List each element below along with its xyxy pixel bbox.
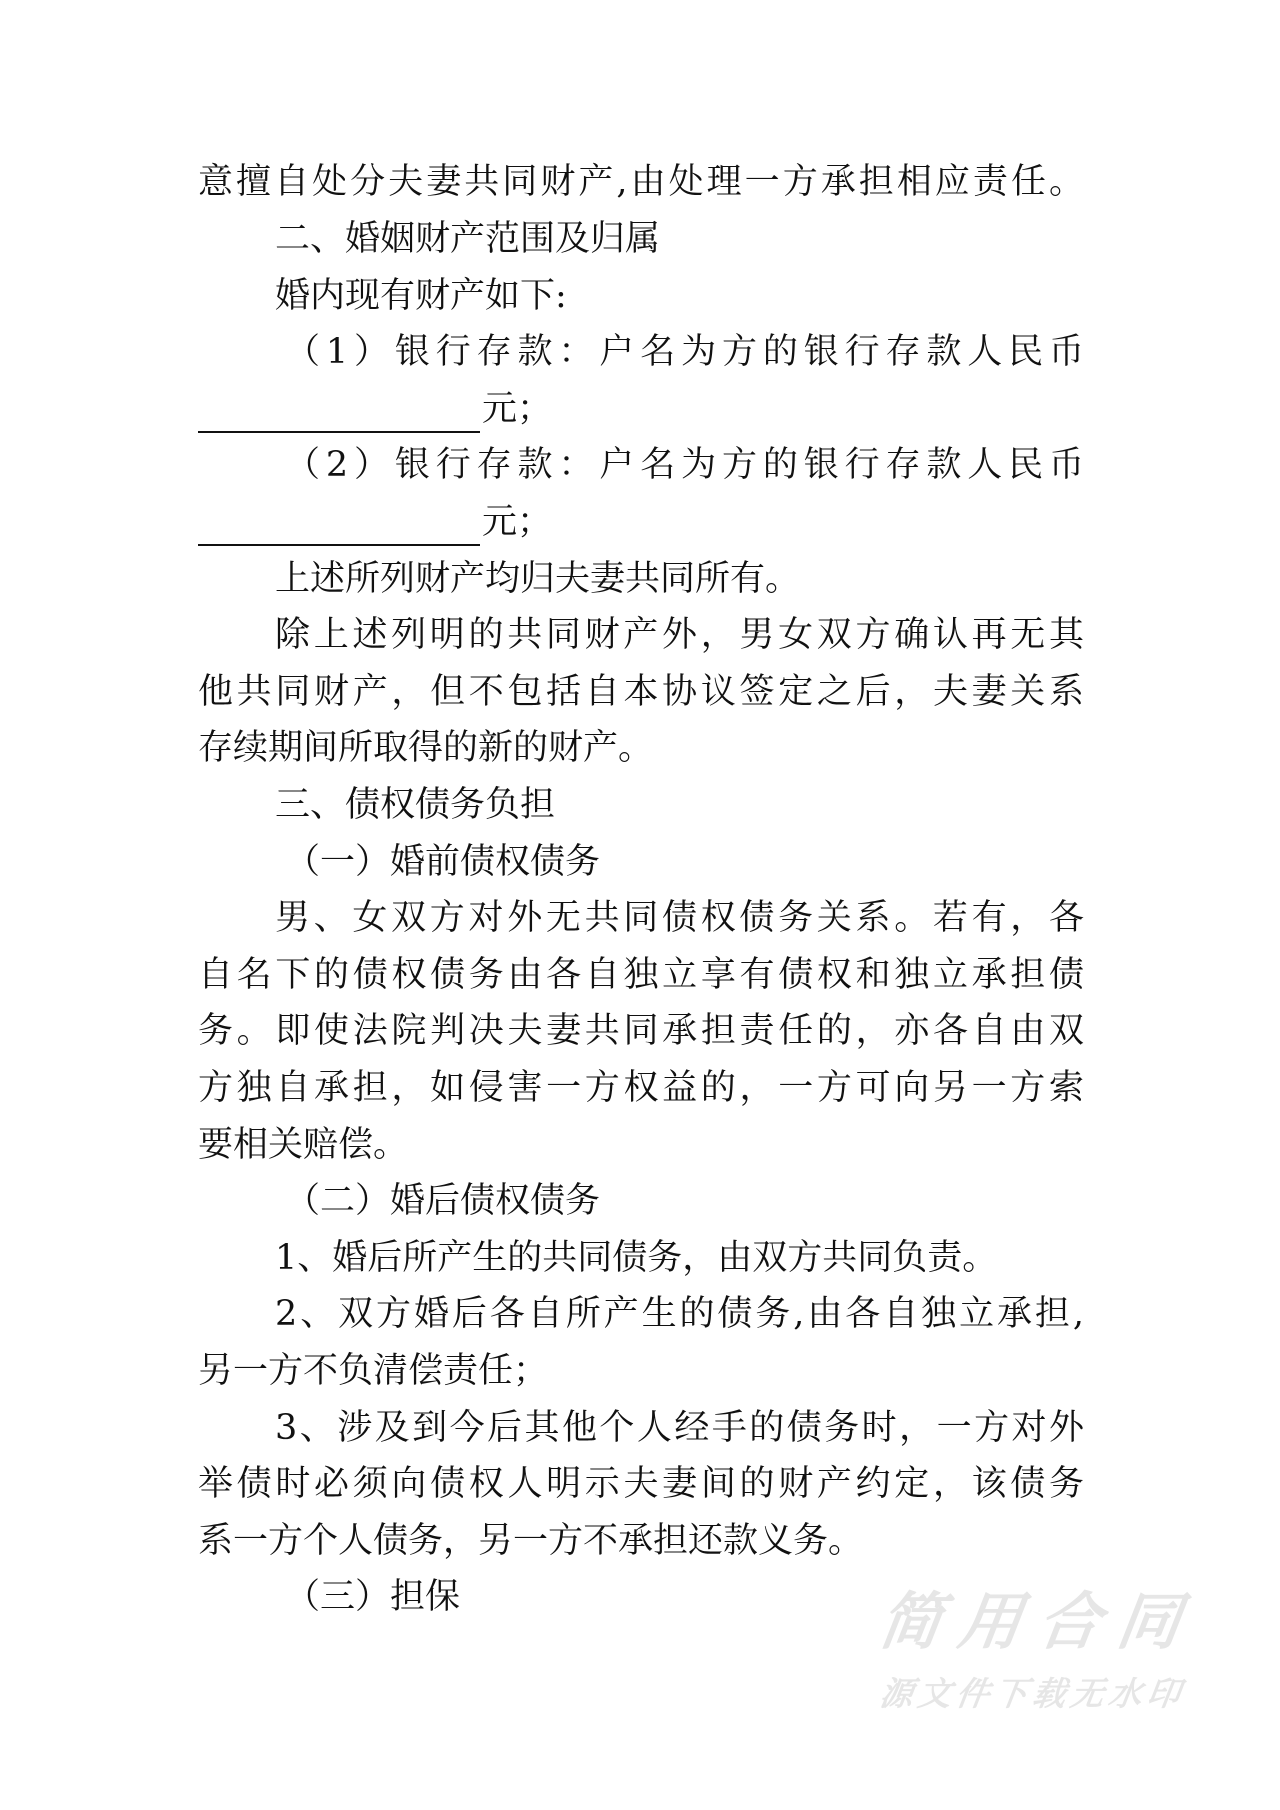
section-heading-2: 二、婚姻财产范围及归属 — [275, 219, 661, 259]
subsection-heading-1: （一）婚前债权债务 — [285, 842, 601, 882]
list-item-1: 1、婚后所产生的共同债务，由双方共同负责。 — [275, 1238, 998, 1278]
subsection-heading-3: （三）担保 — [285, 1577, 461, 1617]
watermark-title: 简用合同 — [874, 1585, 1186, 1658]
currency-unit: 元； — [482, 502, 553, 542]
paragraph-line: 意擅自处分夫妻共同财产,由处理一方承担相应责任。 — [198, 162, 1084, 202]
paragraph-line: 务。即使法院判决夫妻共同承担责任的，亦各自由双 — [198, 1011, 1084, 1051]
amount-blank-row-2 — [198, 498, 1084, 546]
paragraph-line: 方独自承担，如侵害一方权益的，一方可向另一方索 — [198, 1068, 1084, 1108]
paragraph-line: 他共同财产，但不包括自本协议签定之后，夫妻关系 — [198, 672, 1084, 712]
paragraph-line: 要相关赔偿。 — [198, 1125, 409, 1165]
list-item-2: 2、双方婚后各自所产生的债务,由各自独立承担, — [275, 1294, 1084, 1334]
paragraph-line: 系一方个人债务，另一方不承担还款义务。 — [198, 1521, 864, 1561]
currency-unit: 元； — [482, 389, 553, 429]
amount-fill-blank[interactable] — [198, 401, 480, 433]
paragraph-line: 举债时必须向债权人明示夫妻间的财产约定，该债务 — [198, 1464, 1084, 1504]
paragraph-line: 另一方不负清偿责任； — [198, 1351, 549, 1391]
list-item-bank-deposit-1: （1）银行存款：户名为方的银行存款人民币 — [285, 332, 1084, 372]
paragraph-line: 男、女双方对外无共同债权债务关系。若有，各 — [275, 898, 1084, 938]
paragraph-line: 存续期间所取得的新的财产。 — [198, 728, 654, 768]
amount-blank-row-1 — [198, 385, 1084, 433]
paragraph-line: 除上述列明的共同财产外，男女双方确认再无其 — [275, 615, 1084, 655]
watermark-subtitle: 源文件下载无水印 — [877, 1674, 1183, 1713]
list-item-3: 3、涉及到今后其他个人经手的债务时，一方对外 — [275, 1408, 1084, 1448]
subsection-heading-2: （二）婚后债权债务 — [285, 1181, 601, 1221]
amount-fill-blank[interactable] — [198, 514, 480, 546]
paragraph-line: 婚内现有财产如下: — [275, 276, 567, 316]
paragraph-line: 自名下的债权债务由各自独立享有债权和独立承担债 — [198, 955, 1084, 995]
section-heading-3: 三、债权债务负担 — [275, 785, 556, 825]
paragraph-line: 上述所列财产均归夫妻共同所有。 — [275, 559, 801, 599]
list-item-bank-deposit-2: （2）银行存款：户名为方的银行存款人民币 — [285, 445, 1084, 485]
